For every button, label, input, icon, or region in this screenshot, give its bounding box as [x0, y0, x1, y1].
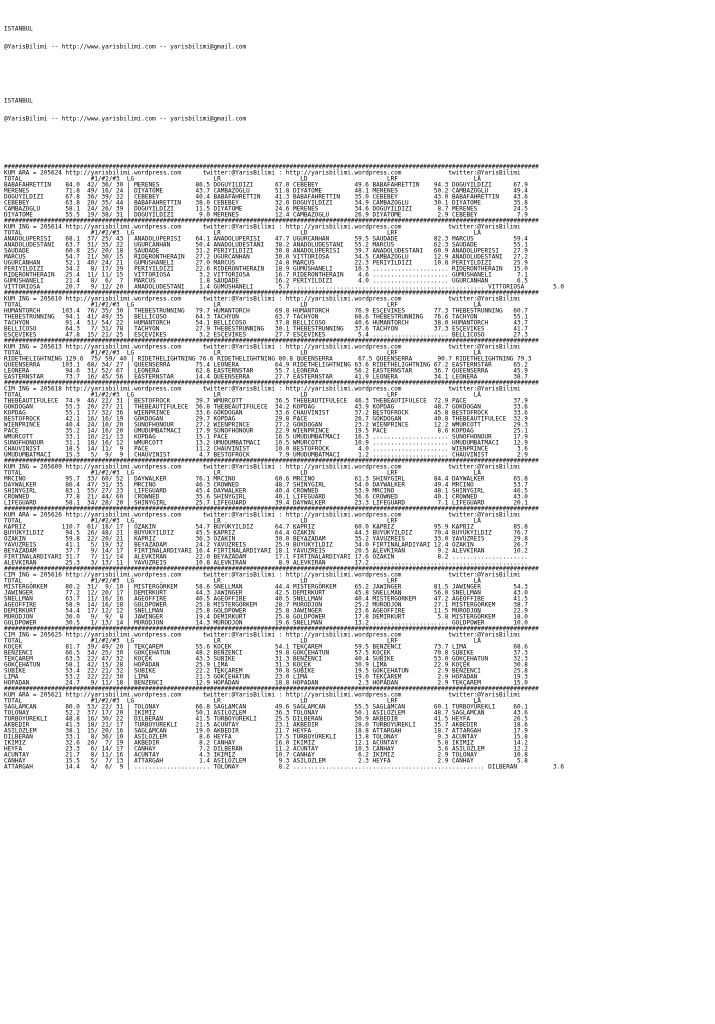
- result-row: HEYFA 23.3 6/ 14/ 17 | CANHAY 7.2 DILBERAN 11.2 ACUNTAY 10.3 CANHAY 3.6 ASILÖZLEM 12.2: [4, 745, 528, 753]
- result-row: FIRTINALARDIYARI 31.7 7/ 11/ 14 | ALEVKIRAN 22.0 BEYAZADAM 17.1 FIRTINALARDIYARI 17.6 ÖZAKIN 8.2 .....................: [4, 553, 528, 561]
- result-row: SNELLMAN 63.7 11/ 16/ 16 | AGEOFFIRE 40.5 AGEOFFIRE 40.5 SNELLMAN 40.4 MISTERGÖRKEM 47.2 AGEOFFIRE 41.5: [4, 595, 528, 603]
- result-row: SAUDADE 60.8 25/ 20/ 18 | SAUDADE 31.2 PERIYILDIZI 30.8 ANADOLUPERISI 39.7 ANADOLUDESTANI 60.9 ANADOLUPERISI 27.9: [4, 247, 528, 255]
- result-row: BABAFAHRETTIN 84.0 42/ 36/ 30 | MERENES 86.5 DOGUYILDIZI 67.0 CEBEBEY 49.6 BABAFAHRETTIN 94.3 DOGUYILDIZI 67.9: [4, 181, 528, 189]
- result-row: KOÇEK 81.7 39/ 49/ 20 | TEKÇAREM 55.6 KOÇEK 54.1 TEKÇAREM 59.5 BENZENCI 73.7 LIMA 68.6: [4, 643, 528, 651]
- column-header-line: TOTAL #1/#2/#3 LG LR LD LRF LA: [4, 349, 481, 357]
- result-row: ANADOLUPERISI 68.1 37/ 25/ 43 | ANADOLUPERISI 64.1 ANADOLUPERISI 47.7 UGURCANHAN 59.5 SAUDADE 82.3 MARCUS 59.4: [4, 235, 528, 243]
- race-title-line: KUM ARA = 205626 http://yarisbilimi.wordpress.com twitter:@YarisBilimi : http://yarisbilimi.wordpress.com twitter:@YarisBilimi: [4, 511, 521, 519]
- result-row: RIDERONTHERAIN 25.4 11/ 11/ 15 | VITTORIOSA 3.2 VITTORIOSA 16.7 RIDERONTHERAIN 4.6 ..................... GÜMÜSHANELI 7.1: [4, 271, 528, 279]
- race-section: [4, 380, 712, 458]
- result-row: AKBEDIR 41.3 18/ 21/ 17 | TURBOYÜREKLI 21.5 ACUNTAY 23.1 AKBEDIR 28.0 TURBOYÜREKLI 35.7 AKBEDIR 18.6: [4, 721, 528, 729]
- result-row: SUNOFHONOUR 31.1 18/ 16/ 12 | WMURCOTT 13.2 UMUDUMBATMACI 10.5 WMURCOTT 10.9 ..................... UMUDUMBATMACI 12.9: [4, 439, 528, 447]
- result-row: ANADOLUDESTANI 63.7 31/ 35/ 22 | UGURCANHAN 50.4 ANADOLUDESTANI 38.2 ANADOLUDESTANI 55.2 MARCUS 62.3 SAUDADE 55.1: [4, 241, 528, 249]
- result-row: LEONERA 94.6 31/ 52/ 67 | LEONERA 62.8 EASTERNSTAR 55.7 LEONERA 56.2 EASTERNSTAR 36.7 QUEENSERRA 45.9: [4, 367, 528, 375]
- section-divider: ####################################################################################################################################################: [4, 289, 539, 297]
- result-row: CANHAY 15.5 5/ 7/ 13 | ATTARGAH 1.4 ASILÖZLEM 9.3 ASILÖZLEM 2.3 HEYFA 2.9 CANHAY 5.8: [4, 757, 528, 765]
- column-header-line: TOTAL #1/#2/#3 LG LR LD LRF LA: [4, 697, 481, 705]
- section-divider: ####################################################################################################################################################: [4, 337, 539, 345]
- result-row: AGEOFFIRE 58.9 14/ 16/ 18 | GOLDPOWER 25.8 MISTERGÖRKEM 28.7 MURODJON 25.2 MURODJON 27.1 MISTERGÖRKEM 38.7: [4, 601, 528, 609]
- result-row: VITTORIOSA 20.7 9/ 12/ 20 | ANADOLUDESTANI 1.4 GÜMÜSHANELI 5.7 ..................................................... VITTORIOSA 5.0: [4, 283, 565, 291]
- result-row: LIFEGUARD 58.1 34/ 28/ 20 | SHINYGIRL 25.7 LIFEGUARD 39.4 DAYWALKER 23.3 LIFEGUARD 7.1 LIFEGUARD 20.1: [4, 499, 528, 507]
- result-row: PACE 35.2 14/ 16/ 20 | UMUDUMBATMACI 17.9 SUNOFHONOUR 22.9 WIENPRINCE 19.5 PACE 8.6 KOPDAG 25.1: [4, 427, 528, 435]
- race-section: [4, 218, 712, 290]
- result-row: ALEVKIRAN 25.3 3/ 13/ 11 | YAVUZREIS 10.8 ALEVKIRAN 8.9 ALEVKIRAN 17.2 ...........................................: [4, 559, 528, 567]
- column-header-line: TOTAL #1/#2/#3 LG LR LD LRF LA: [4, 577, 481, 585]
- results-document: [4, 2, 712, 776]
- column-header-line: TOTAL #1/#2/#3 LG LR LD LRF LA: [4, 637, 481, 645]
- result-row: ASILÖZLEM 38.1 15/ 20/ 16 | SAGLAMCAN 19.0 AKBEDIR 21.7 HEYFA 18.8 ATTARGAH 18.7 ATTARGAH 17.9: [4, 727, 528, 735]
- result-row: IKIMIZ 32.6 20/ 7/ 19 | AKBEDIR 8.2 CANHAY 16.0 IKIMIZ 12.1 ACUNTAY 5.8 IKIMIZ 14.2: [4, 739, 528, 747]
- result-row: QUEENSERRA 103.1 68/ 34/ 27 | QUEENSERRA 75.4 LEONERA 64.9 RIDETHELIGHTNING 63.6 RIDETHELIGHTNING 67.2 EASTERNSTAR 65.2: [4, 361, 528, 369]
- result-row: SHINYGIRL 83.1 55/ 27/ 23 | LIFEGUARD 45.4 DAYWALKER 40.4 CROWNED 53.9 MRCINO 48.1 SHINYGIRL 46.5: [4, 487, 528, 495]
- race-sections: [4, 164, 712, 770]
- result-row: UMUDUMBATMACI 15.3 5/ 9/ 9 | CHAUVINIST 4.7 BESTOFROCK 7.9 UMUDUMBATMACI 1.2 ..................... CHAUVINIST 2.9: [4, 451, 528, 459]
- result-row: GÜMÜSHANELI 21.4 8/ 6/ 7 | MARCUS 1.8 SAUDADE 16.2 PERIYILDIZI 4.0 ..................... UGURCANHAN 6.5: [4, 277, 528, 285]
- result-row: PERIYILDIZI 34.2 8/ 17/ 29 | PERIYILDIZI 22.6 RIDERONTHERAIN 18.9 GÜMÜSHANELI 10.3 ..................... RIDERONTHERAIN 15.0: [4, 265, 528, 273]
- header-spacer: [4, 62, 712, 68]
- result-row: BENZENCI 66.5 34/ 25/ 30 | GÖKÇEHATUN 48.2 BENZENCI 39.8 GÖKÇEHATUN 57.5 KOÇEK 70.8 SUBIKE 37.3: [4, 649, 528, 657]
- header-spacer: [4, 80, 712, 86]
- result-row: MISTERGÖRKEM 80.2 31/ 9/ 10 | MISTERGÖRKEM 58.6 SNELLMAN 44.4 MISTERGÖRKEM 65.2 JAWINGER 81.5 JAWINGER 54.3: [4, 583, 528, 591]
- result-row: BÜYÜKYILDIZ 94.5 26/ 48/ 21 | BÜYÜKYILDIZ 45.5 KAPRIZ 64.4 ÖZAKIN 44.3 BÜYÜKYILDIZ 70.4 BÜYÜKYILDIZ 76.7: [4, 529, 528, 537]
- header-contact: @YarisBilimi -- http://www.yarisbilimi.com -- yarisbilimi@gmail.com: [4, 115, 247, 123]
- race-title-line: KUM ARA = 205621 http://yarisbilimi.wordpress.com twitter:@YarisBilimi : http://yarisbilimi.wordpress.com twitter:@YarisBilimi: [4, 691, 521, 699]
- result-row: RIDETHELIGHTNING 129.6 75/ 59/ 40 | RIDETHELIGHTNING 76.6 RIDETHELIGHTNING 80.8 QUEENSERRA 67.5 QUEENSERRA 90.7 RIDETHELIGHTNING 79.3: [4, 355, 532, 363]
- column-header-line: TOTAL #1/#2/#3 LG LR LD LRF LA: [4, 517, 481, 525]
- race-title-line: CIM ING = 205618 http://yarisbilimi.wordpress.com twitter:@YarisBilimi : http://yarisbilimi.wordpress.com twitter:@YarisBilimi: [4, 385, 521, 393]
- result-row: MURODJON 36.0 9/ 9/ 8 | JAWINGER 19.4 DEMIRKURT 25.8 GOLDPOWER 17.8 DEMIRKURT 5.8 MISTERGÖRKEM 18.0: [4, 613, 528, 621]
- section-divider: ####################################################################################################################################################: [4, 217, 539, 225]
- result-row: BELLICOSO 64.3 7/ 31/ 78 | TACHYON 27.9 THEBESTRUNNING 30.1 THEBESTRUNNING 37.6 TACHYON 37.3 ESÇEVIKES 41.7: [4, 325, 528, 333]
- race-section: [4, 164, 712, 218]
- result-row: UGURCANHAN 52.1 40/ 24/ 21 | GÜMÜSHANELI 27.0 MARCUS 24.8 MARCUS 22.3 PERIYILDIZI 10.8 PERIYILDIZI 25.9: [4, 259, 528, 267]
- result-row: MRCINO 95.7 33/ 60/ 52 | DAYWALKER 76.1 MRCINO 60.6 MRCINO 61.3 SHINYGIRL 84.4 DAYWALKER 65.8: [4, 475, 528, 483]
- column-header-line: TOTAL #1/#2/#3 LG LR LD LRF LA: [4, 391, 481, 399]
- result-row: MARCUS 54.7 21/ 30/ 15 | RIDERONTHERAIN 27.2 UGURCANHAN 30.0 VITTORIOSA 34.5 CAMBAZOGLU 12.9 ANADOLUDESTANI 27.2: [4, 253, 528, 261]
- section-divider: ####################################################################################################################################################: [4, 505, 539, 513]
- result-row: THEBESTRUNNING 94.1 41/ 49/ 35 | BELLICOSO 64.3 TACHYON 63.7 TACHYON 68.6 THEBESTRUNNING 76.6 TACHYON 55.1: [4, 313, 528, 321]
- column-header-line: TOTAL #1/#2/#3 LG LR LD LRF LA: [4, 175, 481, 183]
- result-row: ACUNTAY 21.7 8/ 11/ 16 | ACUNTAY 4.3 IKIMIZ 10.7 CANHAY 6.2 IKIMIZ 2.9 TOLONAY 10.8: [4, 751, 528, 759]
- section-divider: ####################################################################################################################################################: [4, 685, 539, 693]
- result-row: DILBERAN 33.1 8/ 36/ 10 | ASILÖZLEM 8.6 HEYFA 17.5 TURBOYÜREKLI 13.8 TOLONAY 9.3 ACUNTAY 15.8: [4, 733, 528, 741]
- result-row: CAMBAZOGLU 58.1 24/ 26/ 39 | DOGUYILDIZI 11.5 DIYATOME 24.6 MERENES 34.6 DOGUYILDIZI 8.7 MERENES 24.5: [4, 205, 528, 213]
- result-row: GÖKDOGAN 55.3 20/ 27/ 21 | THEBEAUTIFULECE 36.8 THEBEAUTIFULECE 34.2 KOPDAG 43.9 KOPDAG 48.7 GÖKDOGAN 33.6: [4, 403, 528, 411]
- result-row: CHAUVINIST 18.5 14/ 11/ 9 | PACE 11.2 CHAUVINIST 10.0 BESTOFROCK 4.0 ..................... WIENPRINCE 3.6: [4, 445, 528, 453]
- race-section: [4, 566, 712, 626]
- result-row: DOGUYILDIZI 67.8 36/ 39/ 22 | CEBEBEY 40.4 BABAFAHRETTIN 41.3 BABAFAHRETTIN 35.0 CEBEBEY 43.0 BABAFAHRETTIN 43.6: [4, 193, 528, 201]
- column-header-line: TOTAL #1/#2/#3 LG LR LD LRF LA: [4, 301, 481, 309]
- result-row: ATTARGAH 14.4 4/ 6/ 9 | ..................... TOLONAY 8.2 ..................................................... DILBERAN 3.6: [4, 763, 565, 771]
- result-row: EASTERNSTAR 73.7 16/ 45/ 56 | EASTERNSTAR 14.4 QUEENSERRA 27.7 EASTERNSTAR 41.9 LEONERA 34.1 LEONERA 38.7: [4, 373, 528, 381]
- result-row: CROWNED 77.8 21/ 44/ 60 | CROWNED 35.6 SHINYGIRL 40.1 LIFEGUARD 36.6 CROWNED 40.1 CROWNED 43.0: [4, 493, 528, 501]
- race-title-line: KUM ING = 205610 http://yarisbilimi.wordpress.com twitter:@YarisBilimi : http://yarisbilimi.wordpress.com twitter:@YarisBilimi: [4, 295, 521, 303]
- header-city: ISTANBUL: [4, 25, 33, 33]
- section-divider: ####################################################################################################################################################: [4, 379, 539, 387]
- result-row: SAGLAMCAN 80.0 53/ 22/ 31 | TOLONAY 66.8 SAGLAMCAN 49.6 SAGLAMCAN 55.5 SAGLAMCAN 60.1 TURBOYÜREKLI 60.1: [4, 703, 528, 711]
- race-title-line: CIM ING = 205616 http://yarisbilimi.wordpress.com twitter:@YarisBilimi : http://yarisbilimi.wordpress.com twitter:@YarisBilimi: [4, 571, 521, 579]
- result-row: KOPDAG 55.1 17/ 32/ 36 | WIENPRINCE 33.6 GÖKDOGAN 33.6 CHAUVINIST 37.2 BESTOFROCK 45.8 BESTOFROCK 33.6: [4, 409, 528, 417]
- result-row: TURBOYÜREKLI 48.8 16/ 30/ 22 | DILBERAN 41.5 TURBOYÜREKLI 25.5 DILBERAN 30.9 AKBEDIR 41.5 HEYFA 26.5: [4, 715, 528, 723]
- header-city: ISTANBUL: [4, 97, 33, 105]
- column-header-line: TOTAL #1/#2/#3 LG LR LD LRF LA: [4, 229, 481, 237]
- result-row: BESTOFROCK 42.1 16/ 16/ 19 | GÖKDOGAN 29.7 KOPDAG 29.8 PACE 26.7 GÖKDOGAN 40.8 THEBEAUTIFULECE 32.9: [4, 415, 528, 423]
- section-divider: ####################################################################################################################################################: [4, 565, 539, 573]
- race-section: [4, 290, 712, 338]
- column-header-line: TOTAL #1/#2/#3 LG LR LD LRF LA: [4, 469, 481, 477]
- race-section: [4, 686, 712, 770]
- race-section: [4, 338, 712, 380]
- result-row: WIENPRINCE 40.4 24/ 10/ 20 | SUNOFHONOUR 27.2 WIENPRINCE 27.2 GÖKDOGAN 23.2 WIENPRINCE 12.2 WMURCOTT 29.3: [4, 421, 528, 429]
- race-title-line: KUM ING = 205609 http://yarisbilimi.wordpress.com twitter:@YarisBilimi : http://yarisbilimi.wordpress.com twitter:@YarisBilimi: [4, 463, 521, 471]
- result-row: DAYWALKER 86.4 47/ 31/ 35 | MRCINO 46.3 CROWNED 48.7 SHINYGIRL 54.0 DAYWALKER 49.4 MRCINO 53.7: [4, 481, 528, 489]
- section-divider: ####################################################################################################################################################: [4, 457, 539, 465]
- result-row: WMURCOTT 33.1 16/ 21/ 13 | KOPDAG 15.1 PACE 16.5 UMUDUMBATMACI 16.3 ..................... SUNOFHONOUR 17.9: [4, 433, 528, 441]
- result-row: ESÇEVIKES 47.8 15/ 21/ 25 | ESÇEVIKES 3.2 ESÇEVIKES 27.7 ESÇEVIKES 5.4 ..................... BELLICOSO 27.3: [4, 331, 528, 339]
- result-row: LIMA 53.2 22/ 22/ 30 | LIMA 21.3 GÖKÇEHATUN 23.0 LIMA 19.0 TEKÇAREM 2.9 HOPADAN 19.3: [4, 673, 528, 681]
- result-row: BEYAZADAM 37.7 9/ 14/ 17 | FIRTINALARDIYARI 16.4 FIRTINALARDIYARI 18.1 YAVUZREIS 20.5 ALEVKIRAN 9.2 ALEVKIRAN 10.2: [4, 547, 528, 555]
- section-divider: ####################################################################################################################################################: [4, 163, 539, 171]
- race-section: [4, 626, 712, 686]
- race-section: [4, 458, 712, 506]
- result-row: DIYATOME 55.5 19/ 38/ 31 | DOGUYILDIZI 9.0 MERENES 12.4 CAMBAZOGLU 26.9 DIYATOME 2.9 CEBEBEY 7.9: [4, 211, 528, 219]
- result-row: THEBEAUTIFULECE 74.9 46/ 22/ 31 | BESTOFROCK 39.7 WMURCOTT 36.5 THEBEAUTIFULECE 46.3 THEBEAUTIFULECE 72.9 PACE 37.9: [4, 397, 528, 405]
- result-row: TEKÇAREM 63.3 22/ 47/ 32 | KOÇEK 43.3 SUBIKE 31.3 BENZENCI 40.4 SUBIKE 53.0 GÖKÇEHATUN 32.3: [4, 655, 528, 663]
- result-row: HUMANTORCH 103.4 76/ 35/ 30 | THEBESTRUNNING 79.7 HUMANTORCH 69.8 HUMANTORCH 76.9 ESÇEVIKES 77.3 THEBESTRUNNING 60.7: [4, 307, 528, 315]
- header-contact: @YarisBilimi -- http://www.yarisbilimi.com -- yarisbilimi@gmail.com: [4, 43, 247, 51]
- result-row: HOPADAN 24.7 9/ 11/ 18 | BENZENCI 12.9 HOPADAN 18.8 HOPADAN 2.3 HOPADAN 2.9 TEKÇAREM 15.0: [4, 679, 528, 687]
- result-row: GÖKÇEHATUN 58.1 42/ 15/ 28 | HOPADAN 25.9 LIMA 31.3 KOÇEK 30.9 LIMA 22.9 KOÇEK 30.8: [4, 661, 528, 669]
- race-title-line: KUM ING = 205613 http://yarisbilimi.wordpress.com twitter:@YarisBilimi : http://yarisbilimi.wordpress.com twitter:@YarisBilimi: [4, 343, 521, 351]
- result-row: TOLONAY 52.2 37/ 17/ 20 | IKIMIZ 50.1 ASILÖZLEM 36.3 TOLONAY 50.1 ASILÖZLEM 48.7 SAGLAMCAN 43.6: [4, 709, 528, 717]
- race-section: [4, 506, 712, 566]
- race-title-line: CIM ING = 205625 http://yarisbilimi.wordpress.com twitter:@YarisBilimi : http://yarisbilimi.wordpress.com twitter:@YarisBilimi: [4, 631, 521, 639]
- result-row: CEBEBEY 63.8 20/ 35/ 44 | BABAFAHRETTIN 38.0 CEBEBEY 32.0 DOGUYILDIZI 34.9 CAMBAZOGLU 30.1 DIYATOME 35.8: [4, 199, 528, 207]
- result-row: TACHYON 91.4 51/ 54/ 22 | HUMANTORCH 54.1 BELLICOSO 37.8 BELLICOSO 40.6 HUMANTORCH 38.0 HUMANTORCH 43.7: [4, 319, 528, 327]
- result-row: DEMIRKURT 54.4 17/ 12/ 12 | SNELLMAN 25.8 GOLDPOWER 25.8 JAWINGER 23.6 AGEOFFIRE 11.5 MURODJON 22.9: [4, 607, 528, 615]
- result-row: GOLDPOWER 30.5 1/ 13/ 14 | MURODJON 14.3 MURODJON 19.6 SNELLMAN 13.2 ..................... GOLDPOWER 10.0: [4, 619, 528, 627]
- result-row: KAPRIZ 110.7 61/ 18/ 17 | ÖZAKIN 54.7 BÜYÜKYILDIZ 64.7 KAPRIZ 60.0 KAPRIZ 95.9 KAPRIZ 85.8: [4, 523, 528, 531]
- result-row: SUBIKE 53.4 22/ 21/ 32 | SUBIKE 22.2 TEKÇAREM 30.8 SUBIKE 19.5 GÖKÇEHATUN 2.9 BENZENCI 25.8: [4, 667, 528, 675]
- result-row: YAVUZREIS 41.1 5/ 19/ 32 | BEYAZADAM 24.2 YAVUZREIS 25.9 BÜYÜKYILDIZ 34.0 FIRTINALARDIYARI 12.4 ÖZAKIN 26.7: [4, 541, 528, 549]
- result-row: MERENES 71.8 49/ 16/ 24 | DIYATOME 43.7 CAMBAZOGLU 51.8 DIYATOME 48.1 MERENES 50.2 CAMBAZOGLU 49.4: [4, 187, 528, 195]
- race-title-line: KUM ING = 205614 http://yarisbilimi.wordpress.com twitter:@YarisBilimi : http://yarisbilimi.wordpress.com twitter:@YarisBilimi: [4, 223, 521, 231]
- section-divider: ####################################################################################################################################################: [4, 625, 539, 633]
- race-title-line: KUM ARA = 205624 http://yarisbilimi.wordpress.com twitter:@YarisBilimi : http://yarisbilimi.wordpress.com twitter:@YarisBilimi: [4, 169, 521, 177]
- header-spacer: [4, 134, 712, 140]
- result-row: JAWINGER 77.2 12/ 20/ 17 | DEMIRKURT 44.3 JAWINGER 42.5 DEMIRKURT 45.8 SNELLMAN 56.0 SNELLMAN 43.0: [4, 589, 528, 597]
- document-header: [4, 14, 712, 152]
- result-row: ÖZAKIN 59.8 22/ 20/ 21 | KAPRIZ 36.3 ÖZAKIN 30.0 BEYAZADAM 35.2 YAVUZREIS 33.0 YAVUZREIS 29.8: [4, 535, 528, 543]
